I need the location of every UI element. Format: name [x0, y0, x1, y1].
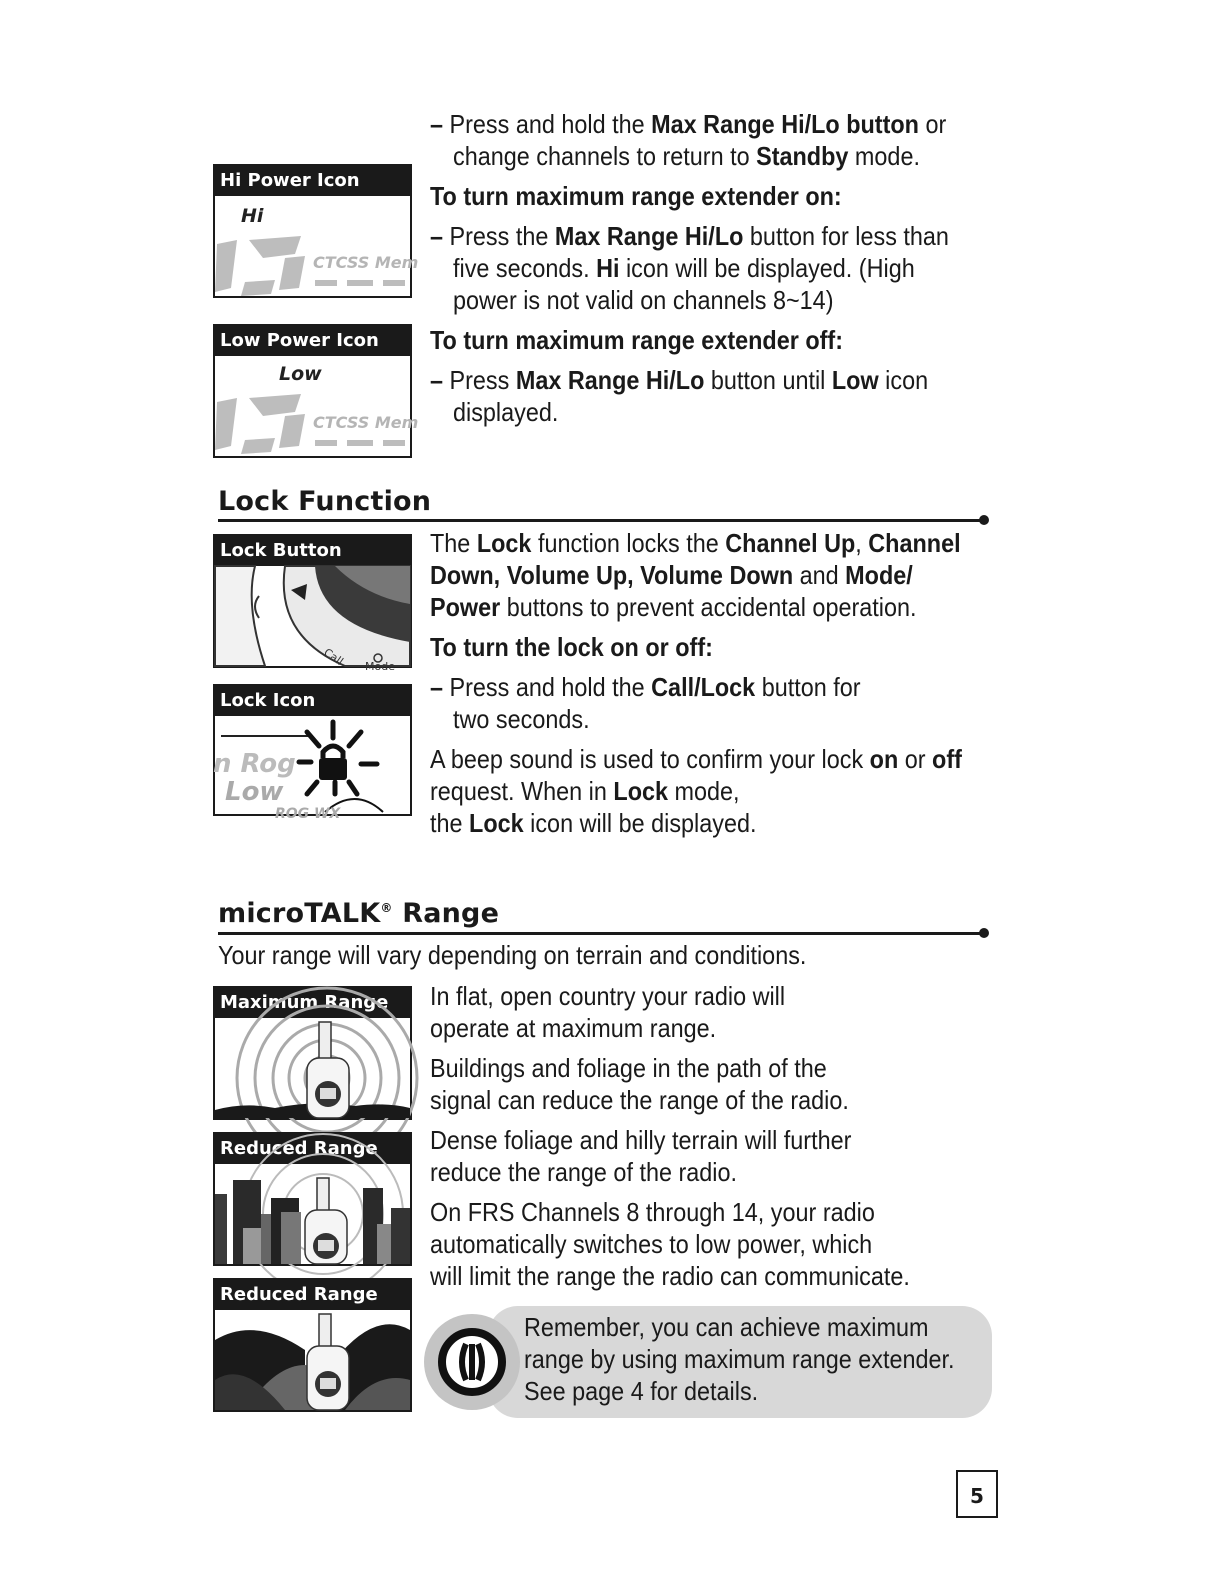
figure-label: Maximum Range	[215, 988, 410, 1018]
range-intro: Your range will vary depending on terrain and conditions.	[218, 940, 807, 970]
lock-confirm-line2: request. When in Lock mode,	[430, 776, 740, 806]
heading-extender-off: To turn maximum range extender off:	[430, 325, 844, 355]
figure-label: Hi Power Icon	[215, 166, 410, 196]
ctcss-text: CTCSS Mem	[313, 253, 419, 272]
lock-intro-line1: The Lock function locks the Channel Up, Channel	[430, 528, 961, 558]
section-rule	[218, 519, 984, 522]
lock-intro-line2: Down, Volume Up, Volume Down and Mode/	[430, 560, 913, 590]
range-p3-line2: reduce the range of the radio.	[430, 1157, 738, 1187]
hills-illustration	[215, 1310, 410, 1410]
note-icon	[424, 1314, 520, 1410]
heading-lock-on-off: To turn the lock on or off:	[430, 632, 713, 662]
heading-extender-on: To turn maximum range extender on:	[430, 181, 842, 211]
buildings-illustration	[215, 1164, 410, 1264]
call-label: Call	[321, 645, 346, 669]
radio-buttons-illustration	[215, 566, 410, 673]
step-press-until-low: – Press Max Range Hi/Lo button until Low icon	[430, 365, 929, 395]
rule-dot	[979, 928, 989, 938]
figure-label: Reduced Range	[215, 1280, 410, 1310]
low-text: Low	[225, 777, 284, 807]
step-hold-call-lock: – Press and hold the Call/Lock button for	[430, 672, 861, 702]
range-p1-line2: operate at maximum range.	[430, 1013, 717, 1043]
hi-power-icon-figure	[213, 164, 419, 298]
step-press-hi-lo-line3: power is not valid on channels 8~14)	[453, 285, 834, 315]
step-press-hi-lo-line2: five seconds. Hi icon will be displayed. (High	[453, 253, 915, 283]
lcd-display-illustration	[215, 356, 419, 456]
lock-function-title: Lock Function	[218, 486, 432, 517]
figure-label: Low Power Icon	[215, 326, 410, 356]
lock-display-illustration	[213, 716, 410, 822]
lock-icon-figure	[213, 684, 412, 822]
step-press-hi-lo: – Press the Max Range Hi/Lo button for less than	[430, 221, 949, 251]
step-press-until-low-line2: displayed.	[453, 397, 559, 427]
ctcss-text: CTCSS Mem	[313, 413, 419, 432]
range-p2-line2: signal can reduce the range of the radio.	[430, 1085, 849, 1115]
signal-waves-illustration	[215, 1018, 410, 1118]
figure-label: Reduced Range	[215, 1134, 410, 1164]
lcd-display-illustration	[215, 196, 419, 296]
rog-text: n Rog	[213, 749, 296, 779]
hi-text: Hi	[241, 205, 264, 227]
range-p4-line2: automatically switches to low power, which	[430, 1229, 873, 1259]
figure-label: Lock Button	[215, 536, 410, 566]
lock-button-figure	[213, 534, 412, 673]
rule-dot	[979, 515, 989, 525]
range-p4-line1: On FRS Channels 8 through 14, your radio	[430, 1197, 875, 1227]
note-line2: range by using maximum range extender.	[524, 1344, 955, 1374]
range-p4-line3: will limit the range the radio can communicate.	[430, 1261, 910, 1291]
section-rule	[218, 932, 984, 935]
maximum-range-figure	[213, 986, 412, 1120]
range-p3-line1: Dense foliage and hilly terrain will further	[430, 1125, 852, 1155]
range-title: microTALK® Range	[218, 898, 500, 929]
step-hold-max-range-line2: change channels to return to Standby mode.	[453, 141, 920, 171]
step-hold-max-range: – Press and hold the Max Range Hi/Lo button or	[430, 109, 947, 139]
page-number: 5	[956, 1470, 998, 1518]
lock-confirm-line1: A beep sound is used to confirm your lock on or off	[430, 744, 962, 774]
note-line3: See page 4 for details.	[524, 1376, 759, 1406]
rog-wx-text: ROG WX	[275, 806, 341, 822]
reduced-range-hills-figure	[213, 1278, 412, 1412]
low-power-icon-figure	[213, 324, 419, 458]
lock-confirm-line3: the Lock icon will be displayed.	[430, 808, 757, 838]
range-p2-line1: Buildings and foliage in the path of the	[430, 1053, 827, 1083]
mode-label: Mode	[365, 660, 395, 673]
reduced-range-buildings-figure	[213, 1132, 412, 1266]
info-icon	[424, 1314, 520, 1410]
figure-label: Lock Icon	[215, 686, 410, 716]
lock-intro-line3: Power buttons to prevent accidental operation.	[430, 592, 917, 622]
range-p1-line1: In flat, open country your radio will	[430, 981, 786, 1011]
step-hold-call-lock-line2: two seconds.	[453, 704, 590, 734]
low-text: Low	[279, 363, 322, 385]
note-line1: Remember, you can achieve maximum	[524, 1312, 929, 1342]
